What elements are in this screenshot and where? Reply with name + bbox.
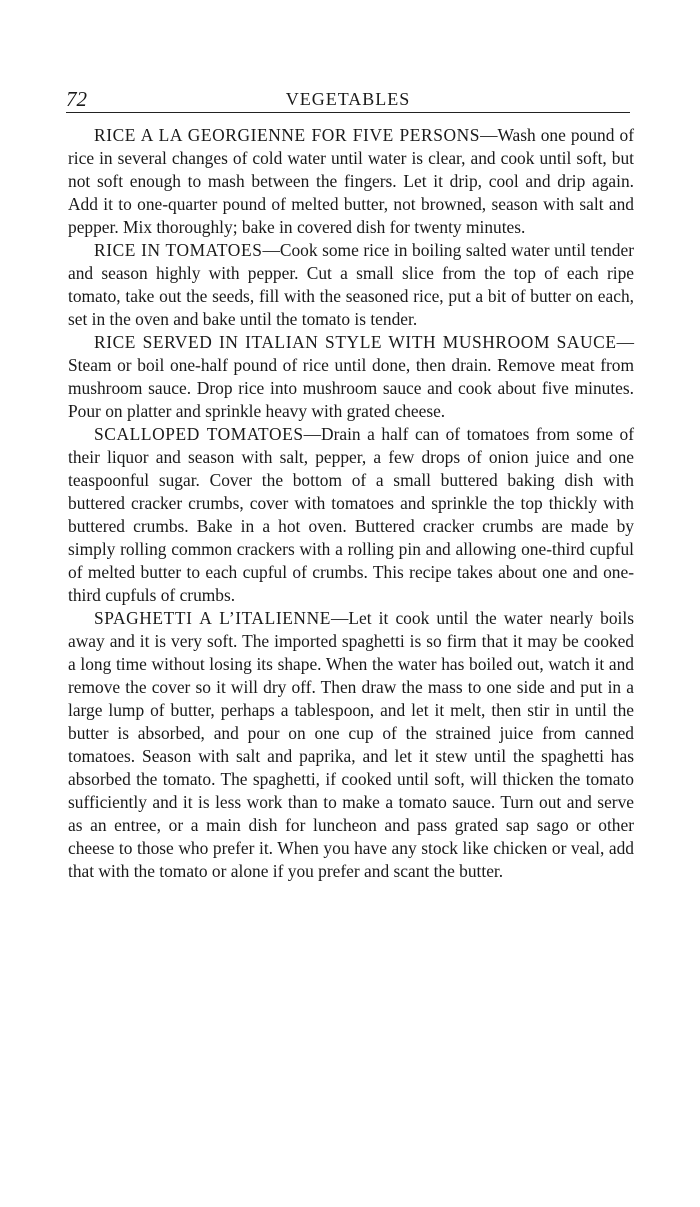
recipe-title: SPAGHETTI A L’ITALIENNE bbox=[94, 608, 331, 628]
recipe-list bbox=[68, 124, 634, 883]
recipe-rice-in-tomatoes bbox=[68, 239, 634, 331]
recipe-title: SCALLOPED TOMATOES bbox=[94, 424, 304, 444]
running-head: VEGETABLES bbox=[285, 89, 411, 109]
recipe-text: —Drain a half can of tomatoes from some of their liquor and season with salt, pepper, a few drops of onion juice and one teaspoonful sugar. Cover the bottom of a small buttered baking dish with buttered cracker crumbs, cover with tomatoes and sprinkle the top thickly with buttered crumbs. Bake in a hot oven. Buttered cracker crumbs are made by simply rolling common crackers with a rolling pin and allowing one-third cupful of melted butter to each cupful of crumbs. This recipe takes about one and one-third cupfuls of crumbs. bbox=[68, 424, 634, 605]
recipe-spaghetti-a-litalienne bbox=[68, 607, 634, 883]
recipe-scalloped-tomatoes bbox=[68, 423, 634, 607]
recipe-text: —Steam or boil one-half pound of rice until done, then drain. Remove meat from mushroom sauce. Drop rice into mushroom sauce and cook about five minutes. Pour on platter and sprinkle heavy with grated cheese. bbox=[68, 332, 634, 421]
page-header bbox=[66, 86, 630, 112]
recipe-title: RICE A LA GEORGIENNE FOR FIVE PERSONS bbox=[94, 125, 481, 145]
recipe-rice-a-la-georgienne bbox=[68, 124, 634, 239]
recipe-text: —Cook some rice in boiling salted water until tender and season highly with pepper. Cut a small slice from the top of each ripe tomato, take out the seeds, fill with the seasoned rice, put a bit of butter on each, set in the oven and bake until the tomato is tender. bbox=[68, 240, 634, 329]
recipe-title: RICE SERVED IN ITALIAN STYLE WITH MUSHROOM SAUCE bbox=[94, 332, 617, 352]
recipe-rice-italian-style bbox=[68, 331, 634, 423]
header-rule bbox=[66, 112, 630, 113]
page-number: 72 bbox=[66, 87, 87, 111]
recipe-text: —Wash one pound of rice in several changes of cold water until water is clear, and cook until soft, but not soft enough to mash between the fingers. Let it drip, cool and drip again. Add it to one-quarter pound of melted butter, not browned, season with salt and pepper. Mix thoroughly; bake in covered dish for twenty minutes. bbox=[68, 125, 634, 237]
recipe-title: RICE IN TOMATOES bbox=[94, 240, 263, 260]
recipe-text: —Let it cook until the water nearly boils away and it is very soft. The imported spaghetti is so firm that it may be cooked a long time without losing its shape. When the water has boiled out, watch it and remove the cover so it will dry off. Then draw the mass to one side and put in a large lump of butter, perhaps a tablespoon, and let it melt, then stir in until the butter is absorbed, and pour on one cup of the strained juice from canned tomatoes. Season with salt and paprika, and let it stew until the spaghetti has absorbed the tomato. The spaghetti, if cooked until soft, will thicken the tomato sufficiently and it is less work than to make a tomato sauce. Turn out and serve as an entree, or a main dish for luncheon and pass grated sap sago or other cheese to those who prefer it. When you have any stock like chicken or veal, add that with the tomato or alone if you prefer and scant the butter. bbox=[68, 608, 634, 881]
